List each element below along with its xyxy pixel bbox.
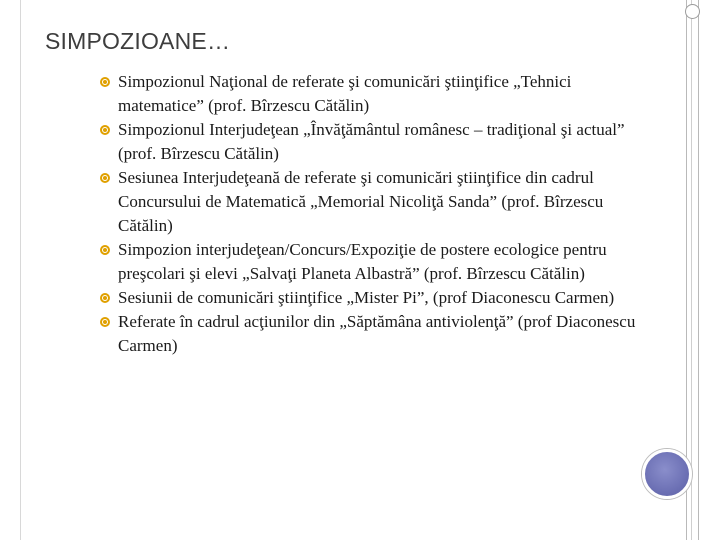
right-rail-inner-line [691, 0, 692, 540]
bullet-item [98, 70, 658, 118]
bullet-icon [100, 173, 110, 183]
bullet-text: Referate în cadrul acţiunilor din „Săptămâna antiviolenţă” (prof Diaconescu Carmen) [118, 312, 636, 355]
bullet-icon [100, 245, 110, 255]
bullet-text: Sesiunea Interjudeţeană de referate şi comunicări ştiinţifice din cadrul Concursului de Matematică „Memorial Nicoliţă Sanda” (prof. Bîrzescu Cătălin) [118, 168, 604, 235]
left-border-line [20, 0, 21, 540]
bullet-icon [100, 77, 110, 87]
bullet-list [98, 70, 658, 358]
slide-title: SIMPOZIOANE… [45, 28, 231, 54]
bullet-text: Simpozionul Interjudeţean „Învăţământul românesc – tradiţional şi actual” (prof. Bîrzescu Cătălin) [118, 120, 625, 163]
bullet-item [98, 310, 658, 358]
bullet-text: Sesiunii de comunicări ştiinţifice „Mister Pi”, (prof Diaconescu Carmen) [118, 288, 615, 307]
bullet-item [98, 286, 658, 310]
bullet-item [98, 118, 658, 166]
right-decorative-rail [686, 0, 699, 540]
bullet-icon [100, 317, 110, 327]
bullet-item [98, 238, 658, 286]
bullet-text: Simpozionul Naţional de referate şi comunicări ştiinţifice „Tehnici matematice” (prof. Bîrzescu Cătălin) [118, 72, 572, 115]
rail-accent-circle-icon [642, 449, 692, 499]
bullet-icon [100, 293, 110, 303]
rail-top-circle-icon [685, 4, 700, 19]
bullet-icon [100, 125, 110, 135]
bullet-item [98, 166, 658, 238]
bullet-text: Simpozion interjudeţean/Concurs/Expoziţie de postere ecologice pentru preşcolari şi elevi „Salvaţi Planeta Albastră” (prof. Bîrzescu Cătălin) [118, 240, 607, 283]
